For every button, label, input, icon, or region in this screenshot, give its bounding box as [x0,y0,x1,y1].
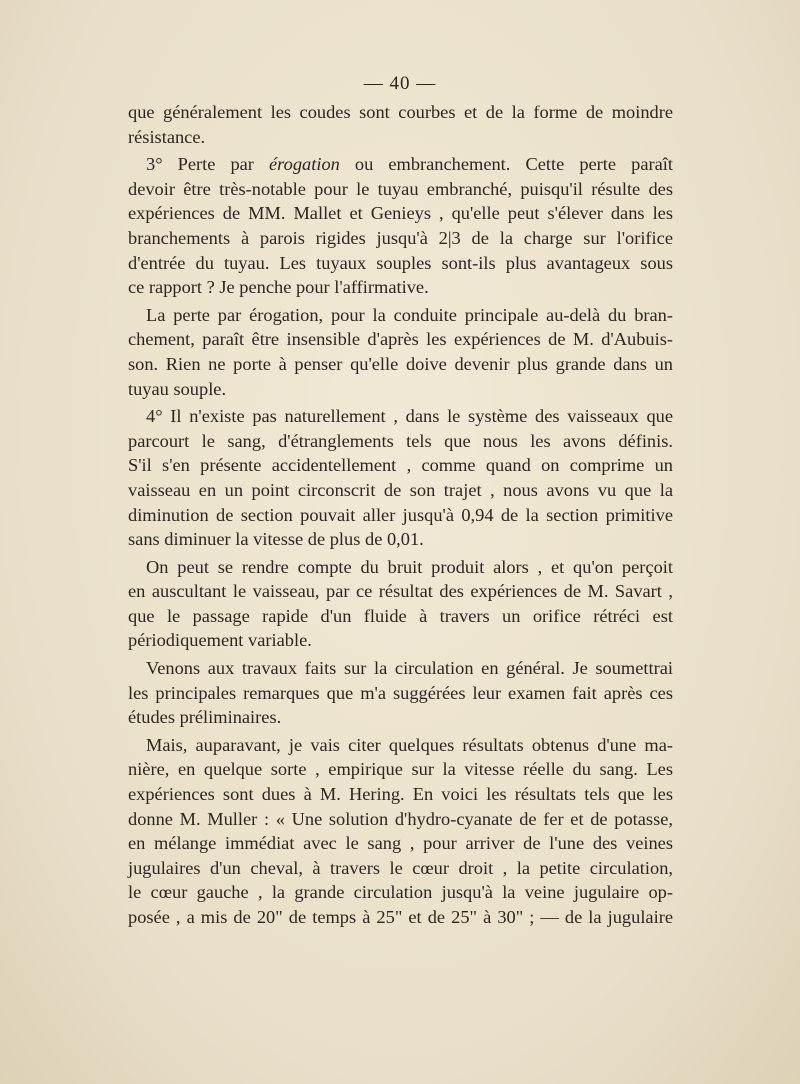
text-line: Mais, auparavant, je vais citer quelques résultats obtenus d'une ma- [146,734,673,755]
text-line: 4° Il n'existe pas naturellement , dans le système des vaisseaux que [146,406,673,427]
text-line: On peut se rendre compte du bruit produit alors , et qu'on perçoit [146,556,673,577]
text-line: sans diminuer la vitesse de plus de 0,01. [128,529,424,550]
text-line: en auscultant le vaisseau, par ce résultat des expériences de M. Savart , [128,581,673,602]
text-line: expériences sont dues à M. Hering. En voici les résultats tels que les [128,784,673,805]
text-line: La perte par érogation, pour la conduite principale au-delà du bran- [146,304,673,325]
text-line: les principales remarques que m'a suggérées leur examen fait après ces [128,682,673,703]
body-text [128,100,673,930]
text-line: vaisseau en un point circonscrit de son trajet , nous avons vu que la [128,479,673,500]
paragraph [128,733,673,930]
text-line: 3° Perte par érogation ou embranchement. Cette perte paraît [146,154,673,175]
text-line: en mélange immédiat avec le sang , pour arriver de l'une des veines [128,833,673,854]
text-line: donne M. Muller : « Une solution d'hydro-cyanate de fer et de potasse, [128,808,673,829]
text-line: jugulaires d'un cheval, à travers le cœur droit , la petite circulation, [128,857,673,878]
text-line: chement, paraît être insensible d'après les expériences de M. d'Aubuis- [128,329,673,350]
text-line: expériences de MM. Mallet et Genieys , qu'elle peut s'élever dans les [128,203,673,224]
text-line: études préliminaires. [128,707,282,728]
paragraph [128,555,673,653]
text-line: tuyau souple. [128,378,227,399]
text-line: d'entrée du tuyau. Les tuyaux souples sont-ils plus avantageux sous [128,252,673,273]
page-number: — 40 — [363,73,437,94]
text-line: le cœur gauche , la grande circulation jusqu'à la veine jugulaire op- [128,882,673,903]
text-line: branchements à parois rigides jusqu'à 2|3 de la charge sur l'orifice [128,227,673,248]
text-line: son. Rien ne porte à penser qu'elle doive devenir plus grande dans un [128,353,673,374]
text-line: périodiquement variable. [128,630,312,651]
text-line: résistance. [128,126,206,147]
italic-term: érogation [269,154,340,175]
text-line: parcourt le sang, d'étranglements tels que nous les avons définis. [128,430,673,451]
text-line: posée , a mis de 20" de temps à 25" et de 25" à 30" ; — de la jugulaire [128,907,673,927]
text-line: ce rapport ? Je penche pour l'affirmative. [128,277,429,298]
paragraph [128,100,673,149]
text-line: Venons aux travaux faits sur la circulation en général. Je soumettrai [146,658,673,679]
text-line: nière, en quelque sorte , empirique sur la vitesse réelle du sang. Les [128,759,673,780]
text-line: diminution de section pouvait aller jusqu'à 0,94 de la section primitive [128,504,673,525]
text-line: devoir être très-notable pour le tuyau embranché, puisqu'il résulte des [128,178,673,199]
text-line: S'il s'en présente accidentellement , comme quand on comprime un [128,455,673,476]
paragraph [128,303,673,401]
text-line: que généralement les coudes sont courbes et de la forme de moindre [128,102,673,122]
paragraph [128,656,673,730]
text-line: que le passage rapide d'un fluide à travers un orifice rétréci est [128,605,673,626]
paragraph [128,404,673,552]
paragraph [128,152,673,300]
